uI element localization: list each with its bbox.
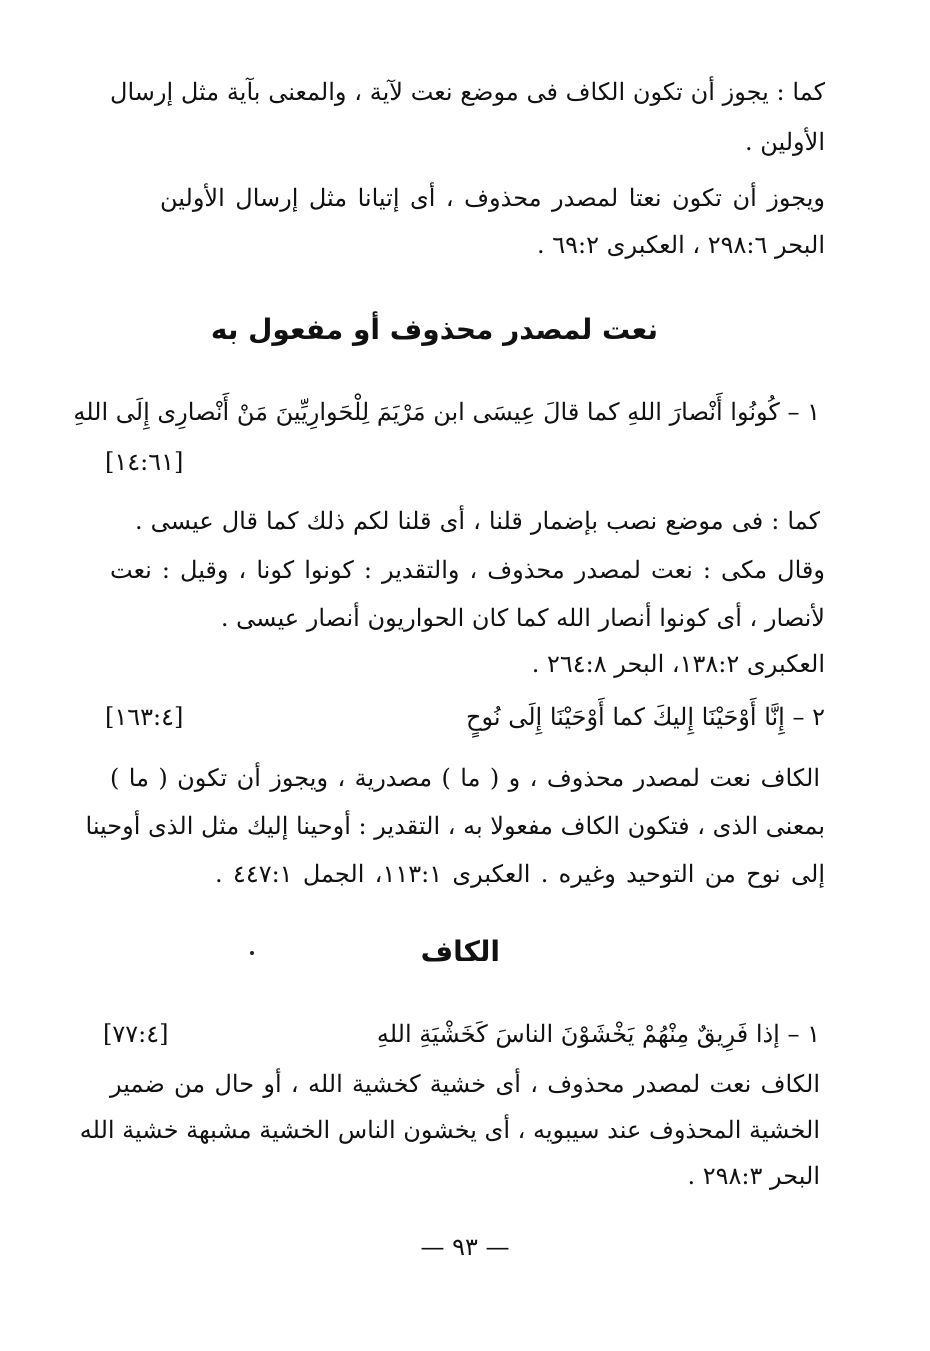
section-heading-naat: نعت لمصدر محذوف أو مفعول به: [210, 313, 658, 346]
commentary1-line4: العكبرى ١٣٨:٢، البحر ٢٦٤:٨ .: [531, 650, 825, 678]
page-number: — ٩٣ —: [420, 1233, 510, 1261]
paragraph2-line2: البحر ٢٩٨:٦ ، العكبرى ٦٩:٢ .: [537, 231, 825, 259]
kaf-commentary-line3: البحر ٢٩٨:٣ .: [687, 1162, 820, 1190]
paragraph2-line1: ويجوز أن تكون نعتا لمصدر محذوف ، أى إتيانا مثل إرسال الأولين: [160, 184, 825, 212]
kaf-commentary-line1: الكاف نعت لمصدر محذوف ، أى خشية كخشية الله ، أو حال من ضمير: [110, 1070, 820, 1098]
commentary1-line3: لأنصار ، أى كونوا أنصار الله كما كان الحواريون أنصار عيسى .: [220, 604, 825, 632]
section-heading-kaf: الكاف: [420, 935, 500, 968]
commentary1-line2: وقال مكى : نعت لمصدر محذوف ، والتقدير : كونوا كونا ، وقيل : نعت: [110, 556, 825, 584]
commentary2-line2: بمعنى الذى ، فتكون الكاف مفعولا به ، التقدير : أوحينا إليك مثل الذى أوحينا: [85, 812, 825, 840]
kaf-verse-1-text: ١ – إذا فَرِيقٌ مِنْهُمْ يَخْشَوْنَ الناسَ كَخَشْيَةِ اللهِ: [376, 1020, 820, 1048]
kaf-commentary-line2: الخشية المحذوف عند سيبويه ، أى يخشون الناس الخشية مشبهة خشية الله: [79, 1116, 820, 1144]
verse-1-reference: [١٤:٦١]: [105, 448, 184, 476]
verse-2-reference: [١٦٣:٤]: [105, 703, 184, 731]
commentary2-line3: إلى نوح من التوحيد وغيره . العكبرى ١١٣:١، الجمل ٤٤٧:١ .: [215, 860, 825, 888]
paragraph1-line2: الأولين .: [744, 128, 825, 156]
kaf-verse-1-reference: [٧٧:٤]: [103, 1020, 169, 1048]
verse-1-text: ١ – كُونُوا أَنْصارَ اللهِ كما قالَ عِيسَى ابن مَرْيَمَ لِلْحَوارِيِّينَ مَنْ أَنْصارِى إِلَى اللهِ: [73, 398, 820, 426]
ink-speck: [250, 951, 254, 955]
commentary1-line1: كما : فى موضع نصب بإضمار قلنا ، أى قلنا لكم ذلك كما قال عيسى .: [135, 507, 820, 535]
verse-2-text: ٢ – إِنَّا أَوْحَيْنَا إِليكَ كما أَوْحَيْنَا إِلَى نُوحٍ: [466, 703, 825, 731]
commentary2-line1: الكاف نعت لمصدر محذوف ، و ( ما ) مصدرية ، ويجوز أن تكون ( ما ): [110, 764, 820, 792]
paragraph1-line1: كما : يجوز أن تكون الكاف فى موضع نعت لآية ، والمعنى بآية مثل إرسال: [110, 78, 825, 106]
